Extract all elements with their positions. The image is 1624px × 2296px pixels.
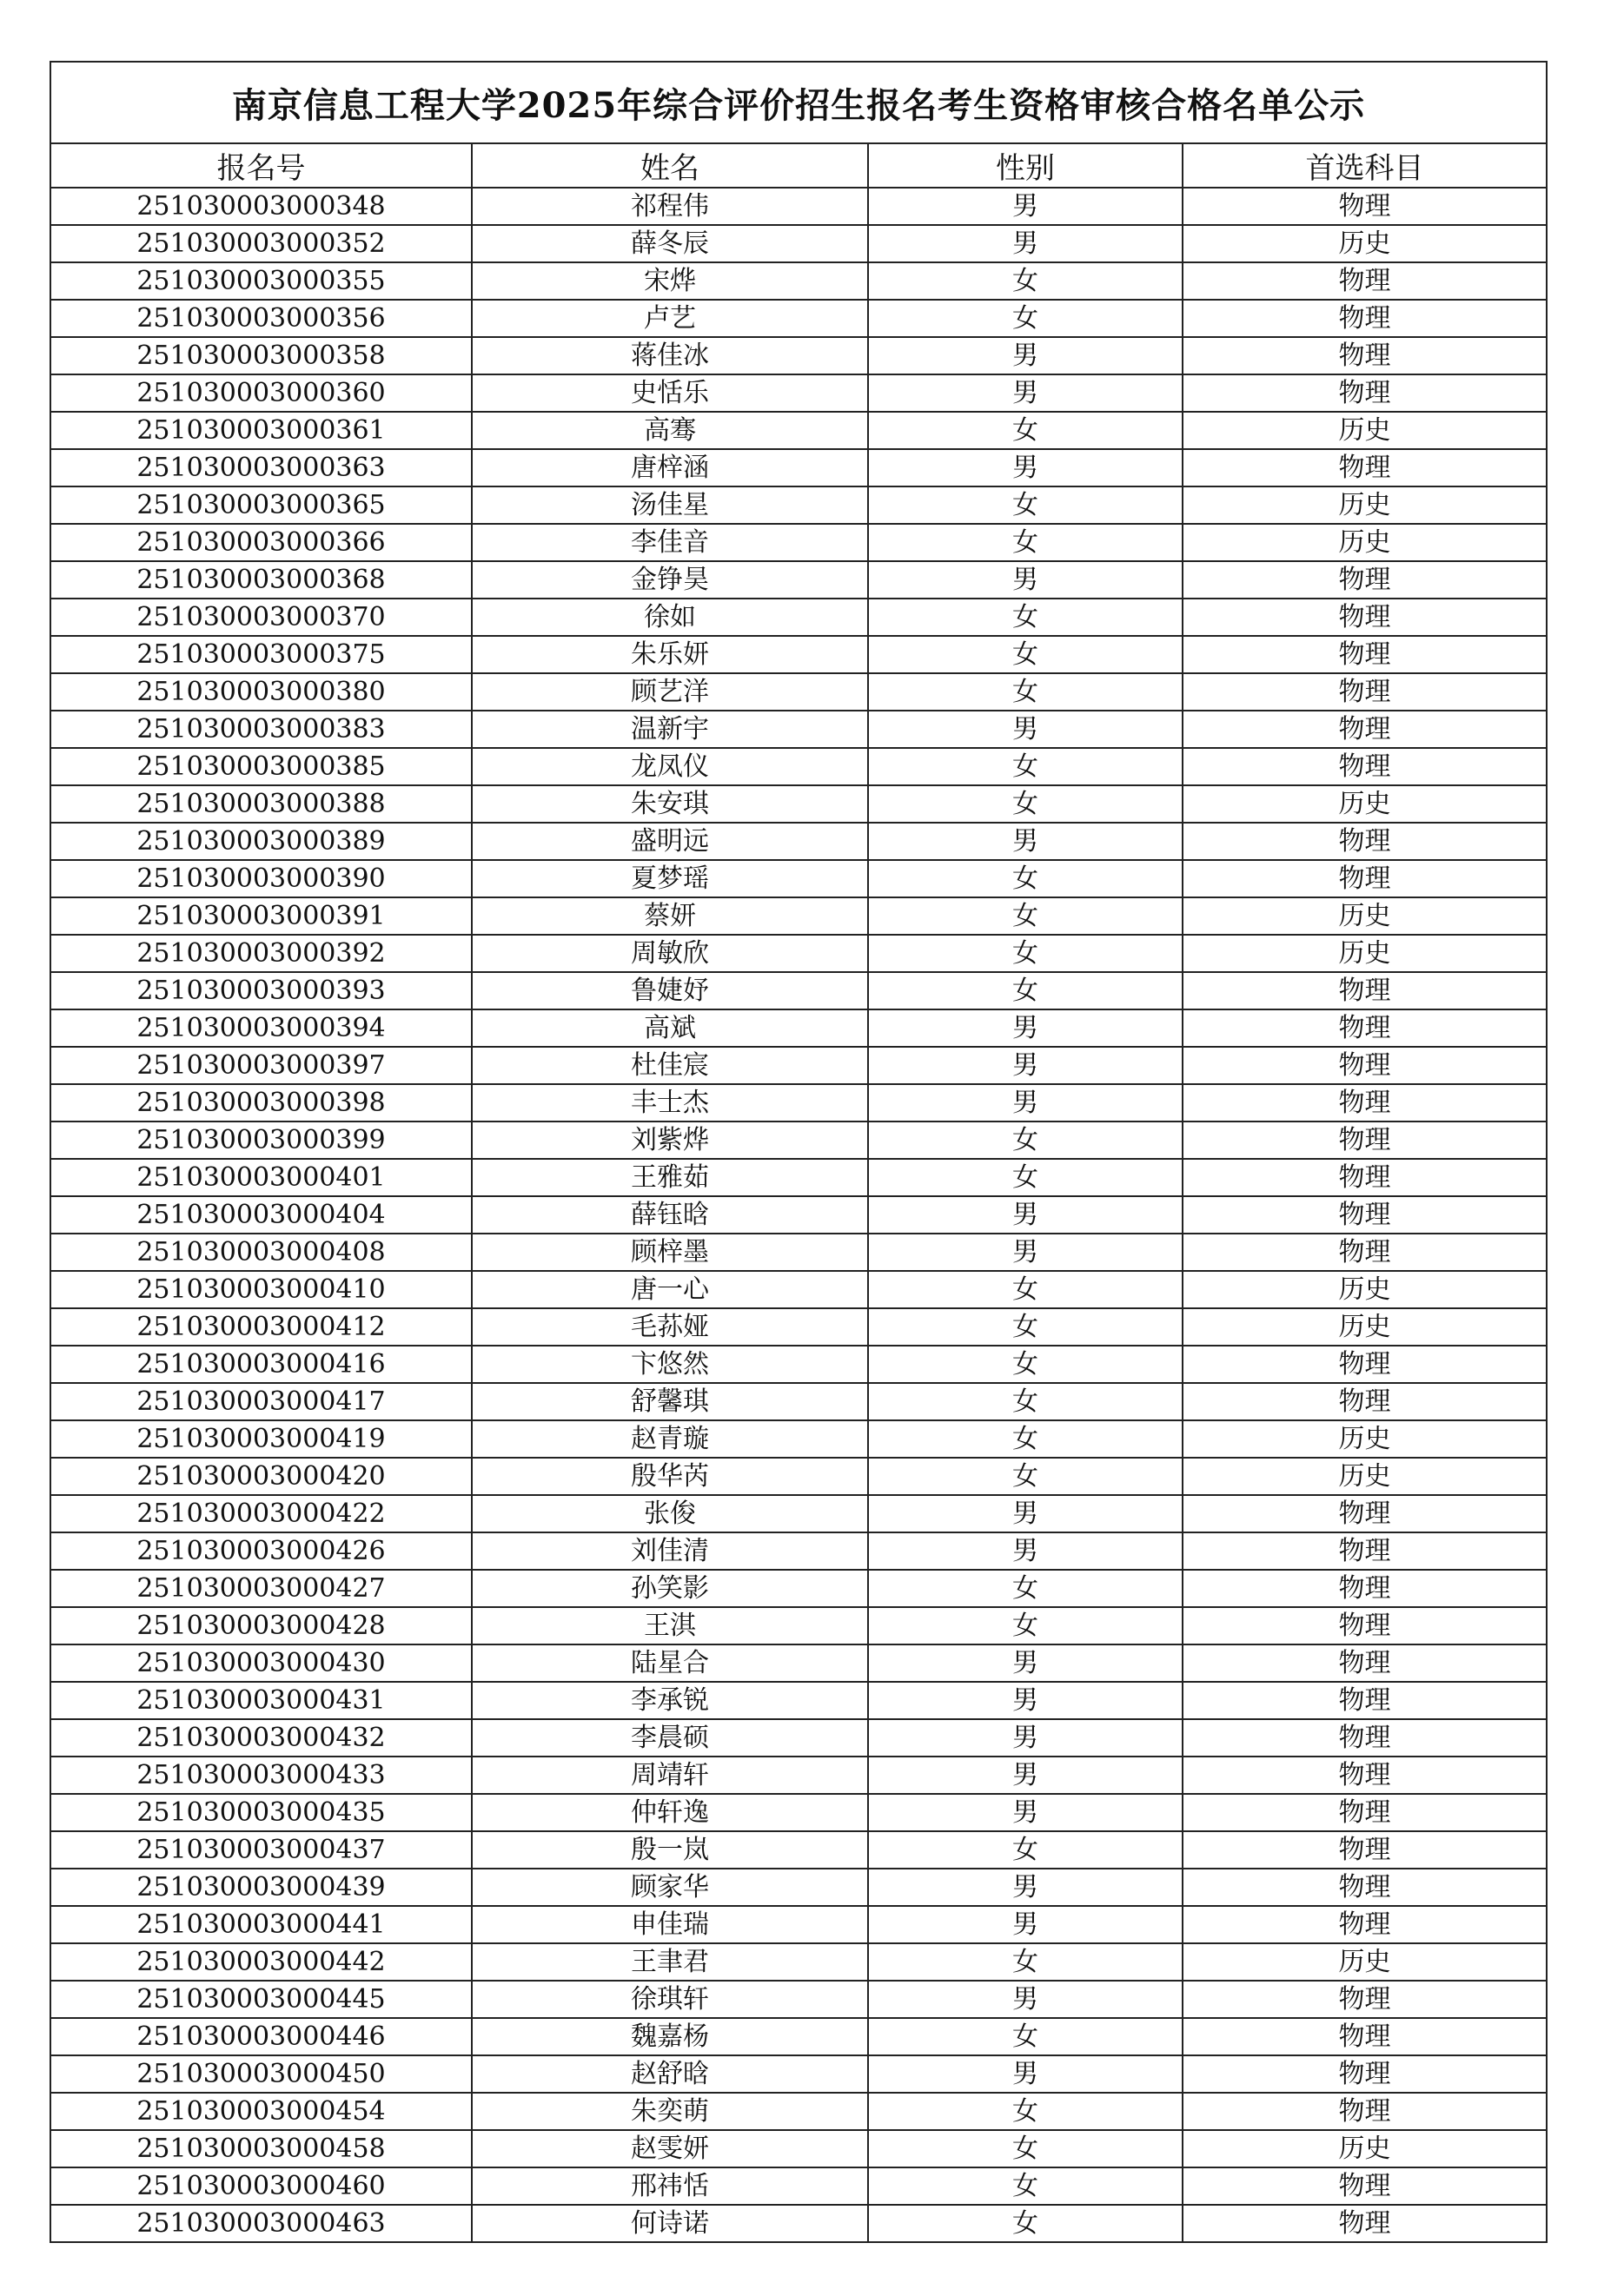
registration-number-cell: 251030003000458 [50,2130,472,2167]
registration-number-cell: 251030003000348 [50,188,472,225]
gender-cell: 男 [868,449,1183,486]
name-cell: 夏梦瑶 [472,860,868,897]
preferred-subject-cell: 历史 [1183,1271,1547,1308]
gender-cell: 男 [868,1047,1183,1084]
table-row [50,1906,1547,1943]
gender-cell: 男 [868,1719,1183,1757]
table-row [50,1458,1547,1495]
registration-number-cell: 251030003000370 [50,599,472,636]
table-row [50,823,1547,860]
registration-number-cell: 251030003000412 [50,1308,472,1346]
gender-cell: 男 [868,561,1183,599]
registration-number-cell: 251030003000450 [50,2055,472,2093]
registration-number-cell: 251030003000368 [50,561,472,599]
table-row [50,1047,1547,1084]
name-cell: 蔡妍 [472,897,868,935]
table-row [50,1831,1547,1869]
name-cell: 史恬乐 [472,374,868,412]
preferred-subject-cell: 物理 [1183,1682,1547,1719]
registration-number-cell: 251030003000398 [50,1084,472,1122]
name-cell: 杜佳宸 [472,1047,868,1084]
preferred-subject-cell: 物理 [1183,1644,1547,1682]
registration-number-cell: 251030003000431 [50,1682,472,1719]
registration-number-cell: 251030003000441 [50,1906,472,1943]
table-row [50,1346,1547,1383]
table-row [50,599,1547,636]
preferred-subject-cell: 物理 [1183,1607,1547,1644]
registration-number-cell: 251030003000417 [50,1383,472,1420]
preferred-subject-cell: 物理 [1183,1869,1547,1906]
table-row [50,2055,1547,2093]
table-row [50,1159,1547,1196]
table-row [50,711,1547,748]
preferred-subject-cell: 物理 [1183,188,1547,225]
preferred-subject-cell: 物理 [1183,1047,1547,1084]
preferred-subject-cell: 历史 [1183,1943,1547,1981]
table-row [50,449,1547,486]
name-cell: 李佳音 [472,524,868,561]
registration-number-cell: 251030003000435 [50,1794,472,1831]
gender-cell: 女 [868,1271,1183,1308]
preferred-subject-cell: 物理 [1183,972,1547,1009]
preferred-subject-cell: 物理 [1183,2205,1547,2242]
preferred-subject-cell: 历史 [1183,225,1547,262]
name-cell: 汤佳星 [472,486,868,524]
table-row [50,1719,1547,1757]
gender-cell: 女 [868,300,1183,337]
gender-cell: 女 [868,748,1183,785]
gender-cell: 女 [868,1607,1183,1644]
table-row [50,1570,1547,1607]
column-header-gender: 性别 [868,143,1183,188]
name-cell: 毛荪娅 [472,1308,868,1346]
table-row [50,1607,1547,1644]
gender-cell: 女 [868,1420,1183,1458]
table-row [50,2130,1547,2167]
registration-number-cell: 251030003000433 [50,1757,472,1794]
preferred-subject-cell: 物理 [1183,1757,1547,1794]
registration-number-cell: 251030003000454 [50,2093,472,2130]
preferred-subject-cell: 物理 [1183,599,1547,636]
table-header-row [50,143,1547,188]
name-cell: 殷一岚 [472,1831,868,1869]
preferred-subject-cell: 物理 [1183,1831,1547,1869]
table-row [50,486,1547,524]
name-cell: 刘佳清 [472,1532,868,1570]
preferred-subject-cell: 物理 [1183,262,1547,300]
gender-cell: 女 [868,1308,1183,1346]
name-cell: 王雅茹 [472,1159,868,1196]
table-row [50,524,1547,561]
registration-number-cell: 251030003000420 [50,1458,472,1495]
name-cell: 顾艺洋 [472,673,868,711]
registration-number-cell: 251030003000380 [50,673,472,711]
name-cell: 金铮昊 [472,561,868,599]
preferred-subject-cell: 历史 [1183,524,1547,561]
registration-number-cell: 251030003000460 [50,2167,472,2205]
name-cell: 申佳瑞 [472,1906,868,1943]
registration-number-cell: 251030003000439 [50,1869,472,1906]
preferred-subject-cell: 物理 [1183,1719,1547,1757]
preferred-subject-cell: 物理 [1183,748,1547,785]
table-row [50,972,1547,1009]
gender-cell: 男 [868,1981,1183,2018]
name-cell: 徐琪轩 [472,1981,868,2018]
name-cell: 李晨硕 [472,1719,868,1757]
name-cell: 卢艺 [472,300,868,337]
table-row [50,374,1547,412]
table-row [50,1383,1547,1420]
name-cell: 殷华芮 [472,1458,868,1495]
registration-number-cell: 251030003000401 [50,1159,472,1196]
name-cell: 何诗诺 [472,2205,868,2242]
table-row [50,1943,1547,1981]
preferred-subject-cell: 物理 [1183,1084,1547,1122]
preferred-subject-cell: 物理 [1183,1159,1547,1196]
preferred-subject-cell: 物理 [1183,2093,1547,2130]
name-cell: 张俊 [472,1495,868,1532]
table-row [50,1794,1547,1831]
table-row [50,673,1547,711]
gender-cell: 男 [868,1906,1183,1943]
table-row [50,1644,1547,1682]
registration-number-cell: 251030003000422 [50,1495,472,1532]
gender-cell: 女 [868,2205,1183,2242]
registration-number-cell: 251030003000394 [50,1009,472,1047]
preferred-subject-cell: 物理 [1183,2055,1547,2093]
preferred-subject-cell: 物理 [1183,337,1547,374]
table-row [50,785,1547,823]
gender-cell: 女 [868,1346,1183,1383]
registration-number-cell: 251030003000446 [50,2018,472,2055]
registration-number-cell: 251030003000427 [50,1570,472,1607]
gender-cell: 女 [868,636,1183,673]
gender-cell: 男 [868,1009,1183,1047]
gender-cell: 女 [868,2167,1183,2205]
table-row [50,1009,1547,1047]
table-row [50,1234,1547,1271]
name-cell: 盛明远 [472,823,868,860]
table-row [50,897,1547,935]
name-cell: 邢祎恬 [472,2167,868,2205]
registration-number-cell: 251030003000410 [50,1271,472,1308]
name-cell: 薛冬辰 [472,225,868,262]
gender-cell: 女 [868,2093,1183,2130]
gender-cell: 女 [868,1831,1183,1869]
gender-cell: 男 [868,1794,1183,1831]
preferred-subject-cell: 物理 [1183,1234,1547,1271]
preferred-subject-cell: 历史 [1183,1458,1547,1495]
registration-number-cell: 251030003000355 [50,262,472,300]
registration-number-cell: 251030003000392 [50,935,472,972]
gender-cell: 女 [868,2130,1183,2167]
preferred-subject-cell: 物理 [1183,1346,1547,1383]
table-row [50,1122,1547,1159]
table-row [50,412,1547,449]
name-cell: 赵雯妍 [472,2130,868,2167]
name-cell: 仲轩逸 [472,1794,868,1831]
gender-cell: 女 [868,599,1183,636]
table-row [50,300,1547,337]
table-row [50,225,1547,262]
gender-cell: 男 [868,1084,1183,1122]
gender-cell: 女 [868,2018,1183,2055]
gender-cell: 女 [868,1943,1183,1981]
document-title: 南京信息工程大学2025年综合评价招生报名考生资格审核合格名单公示 [50,62,1547,143]
table-body [50,188,1547,2242]
preferred-subject-cell: 物理 [1183,1981,1547,2018]
name-cell: 鲁婕妤 [472,972,868,1009]
name-cell: 顾梓墨 [472,1234,868,1271]
gender-cell: 男 [868,188,1183,225]
registration-number-cell: 251030003000358 [50,337,472,374]
gender-cell: 女 [868,524,1183,561]
name-cell: 宋烨 [472,262,868,300]
preferred-subject-cell: 物理 [1183,449,1547,486]
registration-number-cell: 251030003000404 [50,1196,472,1234]
preferred-subject-cell: 历史 [1183,412,1547,449]
table-row [50,262,1547,300]
gender-cell: 男 [868,2055,1183,2093]
name-cell: 朱安琪 [472,785,868,823]
registration-number-cell: 251030003000388 [50,785,472,823]
preferred-subject-cell: 历史 [1183,1420,1547,1458]
name-cell: 周靖轩 [472,1757,868,1794]
column-header-registration-number: 报名号 [50,143,472,188]
name-cell: 刘紫烨 [472,1122,868,1159]
gender-cell: 男 [868,1532,1183,1570]
table-row [50,188,1547,225]
name-cell: 朱奕萌 [472,2093,868,2130]
preferred-subject-cell: 历史 [1183,2130,1547,2167]
preferred-subject-cell: 物理 [1183,2018,1547,2055]
registration-number-cell: 251030003000416 [50,1346,472,1383]
name-cell: 赵青璇 [472,1420,868,1458]
name-cell: 朱乐妍 [472,636,868,673]
qualified-list-document [50,61,1546,2243]
table-row [50,1084,1547,1122]
qualified-list-table [50,61,1548,2243]
table-row [50,337,1547,374]
registration-number-cell: 251030003000426 [50,1532,472,1570]
preferred-subject-cell: 物理 [1183,1532,1547,1570]
name-cell: 唐一心 [472,1271,868,1308]
registration-number-cell: 251030003000385 [50,748,472,785]
registration-number-cell: 251030003000366 [50,524,472,561]
table-row [50,2018,1547,2055]
gender-cell: 女 [868,486,1183,524]
preferred-subject-cell: 物理 [1183,1196,1547,1234]
gender-cell: 男 [868,1644,1183,1682]
table-row [50,1981,1547,2018]
table-row [50,935,1547,972]
table-row [50,2205,1547,2242]
gender-cell: 女 [868,1383,1183,1420]
preferred-subject-cell: 历史 [1183,935,1547,972]
table-row [50,1757,1547,1794]
registration-number-cell: 251030003000430 [50,1644,472,1682]
preferred-subject-cell: 物理 [1183,1009,1547,1047]
registration-number-cell: 251030003000445 [50,1981,472,2018]
preferred-subject-cell: 物理 [1183,1122,1547,1159]
name-cell: 王淇 [472,1607,868,1644]
gender-cell: 男 [868,823,1183,860]
name-cell: 卞悠然 [472,1346,868,1383]
table-row [50,2093,1547,2130]
preferred-subject-cell: 物理 [1183,636,1547,673]
gender-cell: 女 [868,262,1183,300]
gender-cell: 女 [868,1570,1183,1607]
preferred-subject-cell: 物理 [1183,1906,1547,1943]
registration-number-cell: 251030003000419 [50,1420,472,1458]
preferred-subject-cell: 历史 [1183,785,1547,823]
gender-cell: 女 [868,1159,1183,1196]
registration-number-cell: 251030003000383 [50,711,472,748]
registration-number-cell: 251030003000365 [50,486,472,524]
preferred-subject-cell: 物理 [1183,374,1547,412]
gender-cell: 女 [868,1458,1183,1495]
preferred-subject-cell: 物理 [1183,2167,1547,2205]
preferred-subject-cell: 物理 [1183,561,1547,599]
preferred-subject-cell: 历史 [1183,1308,1547,1346]
registration-number-cell: 251030003000432 [50,1719,472,1757]
gender-cell: 男 [868,1196,1183,1234]
name-cell: 孙笑影 [472,1570,868,1607]
name-cell: 李承锐 [472,1682,868,1719]
registration-number-cell: 251030003000408 [50,1234,472,1271]
registration-number-cell: 251030003000389 [50,823,472,860]
table-row [50,2167,1547,2205]
preferred-subject-cell: 物理 [1183,1570,1547,1607]
registration-number-cell: 251030003000463 [50,2205,472,2242]
registration-number-cell: 251030003000363 [50,449,472,486]
registration-number-cell: 251030003000437 [50,1831,472,1869]
gender-cell: 女 [868,673,1183,711]
table-row [50,561,1547,599]
registration-number-cell: 251030003000391 [50,897,472,935]
name-cell: 高斌 [472,1009,868,1047]
gender-cell: 女 [868,897,1183,935]
registration-number-cell: 251030003000399 [50,1122,472,1159]
preferred-subject-cell: 物理 [1183,823,1547,860]
gender-cell: 女 [868,935,1183,972]
name-cell: 唐梓涵 [472,449,868,486]
gender-cell: 男 [868,1757,1183,1794]
name-cell: 顾家华 [472,1869,868,1906]
preferred-subject-cell: 物理 [1183,860,1547,897]
preferred-subject-cell: 物理 [1183,1495,1547,1532]
preferred-subject-cell: 历史 [1183,486,1547,524]
registration-number-cell: 251030003000428 [50,1607,472,1644]
name-cell: 陆星合 [472,1644,868,1682]
registration-number-cell: 251030003000360 [50,374,472,412]
gender-cell: 男 [868,1682,1183,1719]
name-cell: 王聿君 [472,1943,868,1981]
name-cell: 魏嘉杨 [472,2018,868,2055]
preferred-subject-cell: 物理 [1183,711,1547,748]
registration-number-cell: 251030003000361 [50,412,472,449]
name-cell: 薛钰晗 [472,1196,868,1234]
registration-number-cell: 251030003000390 [50,860,472,897]
gender-cell: 男 [868,1869,1183,1906]
gender-cell: 男 [868,337,1183,374]
name-cell: 周敏欣 [472,935,868,972]
gender-cell: 女 [868,860,1183,897]
name-cell: 丰士杰 [472,1084,868,1122]
gender-cell: 女 [868,412,1183,449]
gender-cell: 男 [868,711,1183,748]
registration-number-cell: 251030003000375 [50,636,472,673]
table-row [50,1196,1547,1234]
gender-cell: 男 [868,225,1183,262]
gender-cell: 男 [868,374,1183,412]
registration-number-cell: 251030003000356 [50,300,472,337]
column-header-preferred-subject: 首选科目 [1183,143,1547,188]
preferred-subject-cell: 历史 [1183,897,1547,935]
gender-cell: 男 [868,1234,1183,1271]
registration-number-cell: 251030003000352 [50,225,472,262]
name-cell: 高骞 [472,412,868,449]
table-row [50,636,1547,673]
name-cell: 蒋佳冰 [472,337,868,374]
column-header-name: 姓名 [472,143,868,188]
registration-number-cell: 251030003000393 [50,972,472,1009]
table-row [50,1271,1547,1308]
name-cell: 龙凤仪 [472,748,868,785]
table-row [50,1420,1547,1458]
name-cell: 温新宇 [472,711,868,748]
table-row [50,1682,1547,1719]
table-row [50,860,1547,897]
preferred-subject-cell: 物理 [1183,673,1547,711]
name-cell: 祁程伟 [472,188,868,225]
table-row [50,1495,1547,1532]
table-row [50,1532,1547,1570]
table-row [50,1869,1547,1906]
registration-number-cell: 251030003000397 [50,1047,472,1084]
registration-number-cell: 251030003000442 [50,1943,472,1981]
name-cell: 赵舒晗 [472,2055,868,2093]
preferred-subject-cell: 物理 [1183,300,1547,337]
name-cell: 舒馨琪 [472,1383,868,1420]
table-row [50,1308,1547,1346]
gender-cell: 男 [868,1495,1183,1532]
preferred-subject-cell: 物理 [1183,1383,1547,1420]
gender-cell: 女 [868,785,1183,823]
preferred-subject-cell: 物理 [1183,1794,1547,1831]
name-cell: 徐如 [472,599,868,636]
gender-cell: 女 [868,972,1183,1009]
table-row [50,748,1547,785]
gender-cell: 女 [868,1122,1183,1159]
